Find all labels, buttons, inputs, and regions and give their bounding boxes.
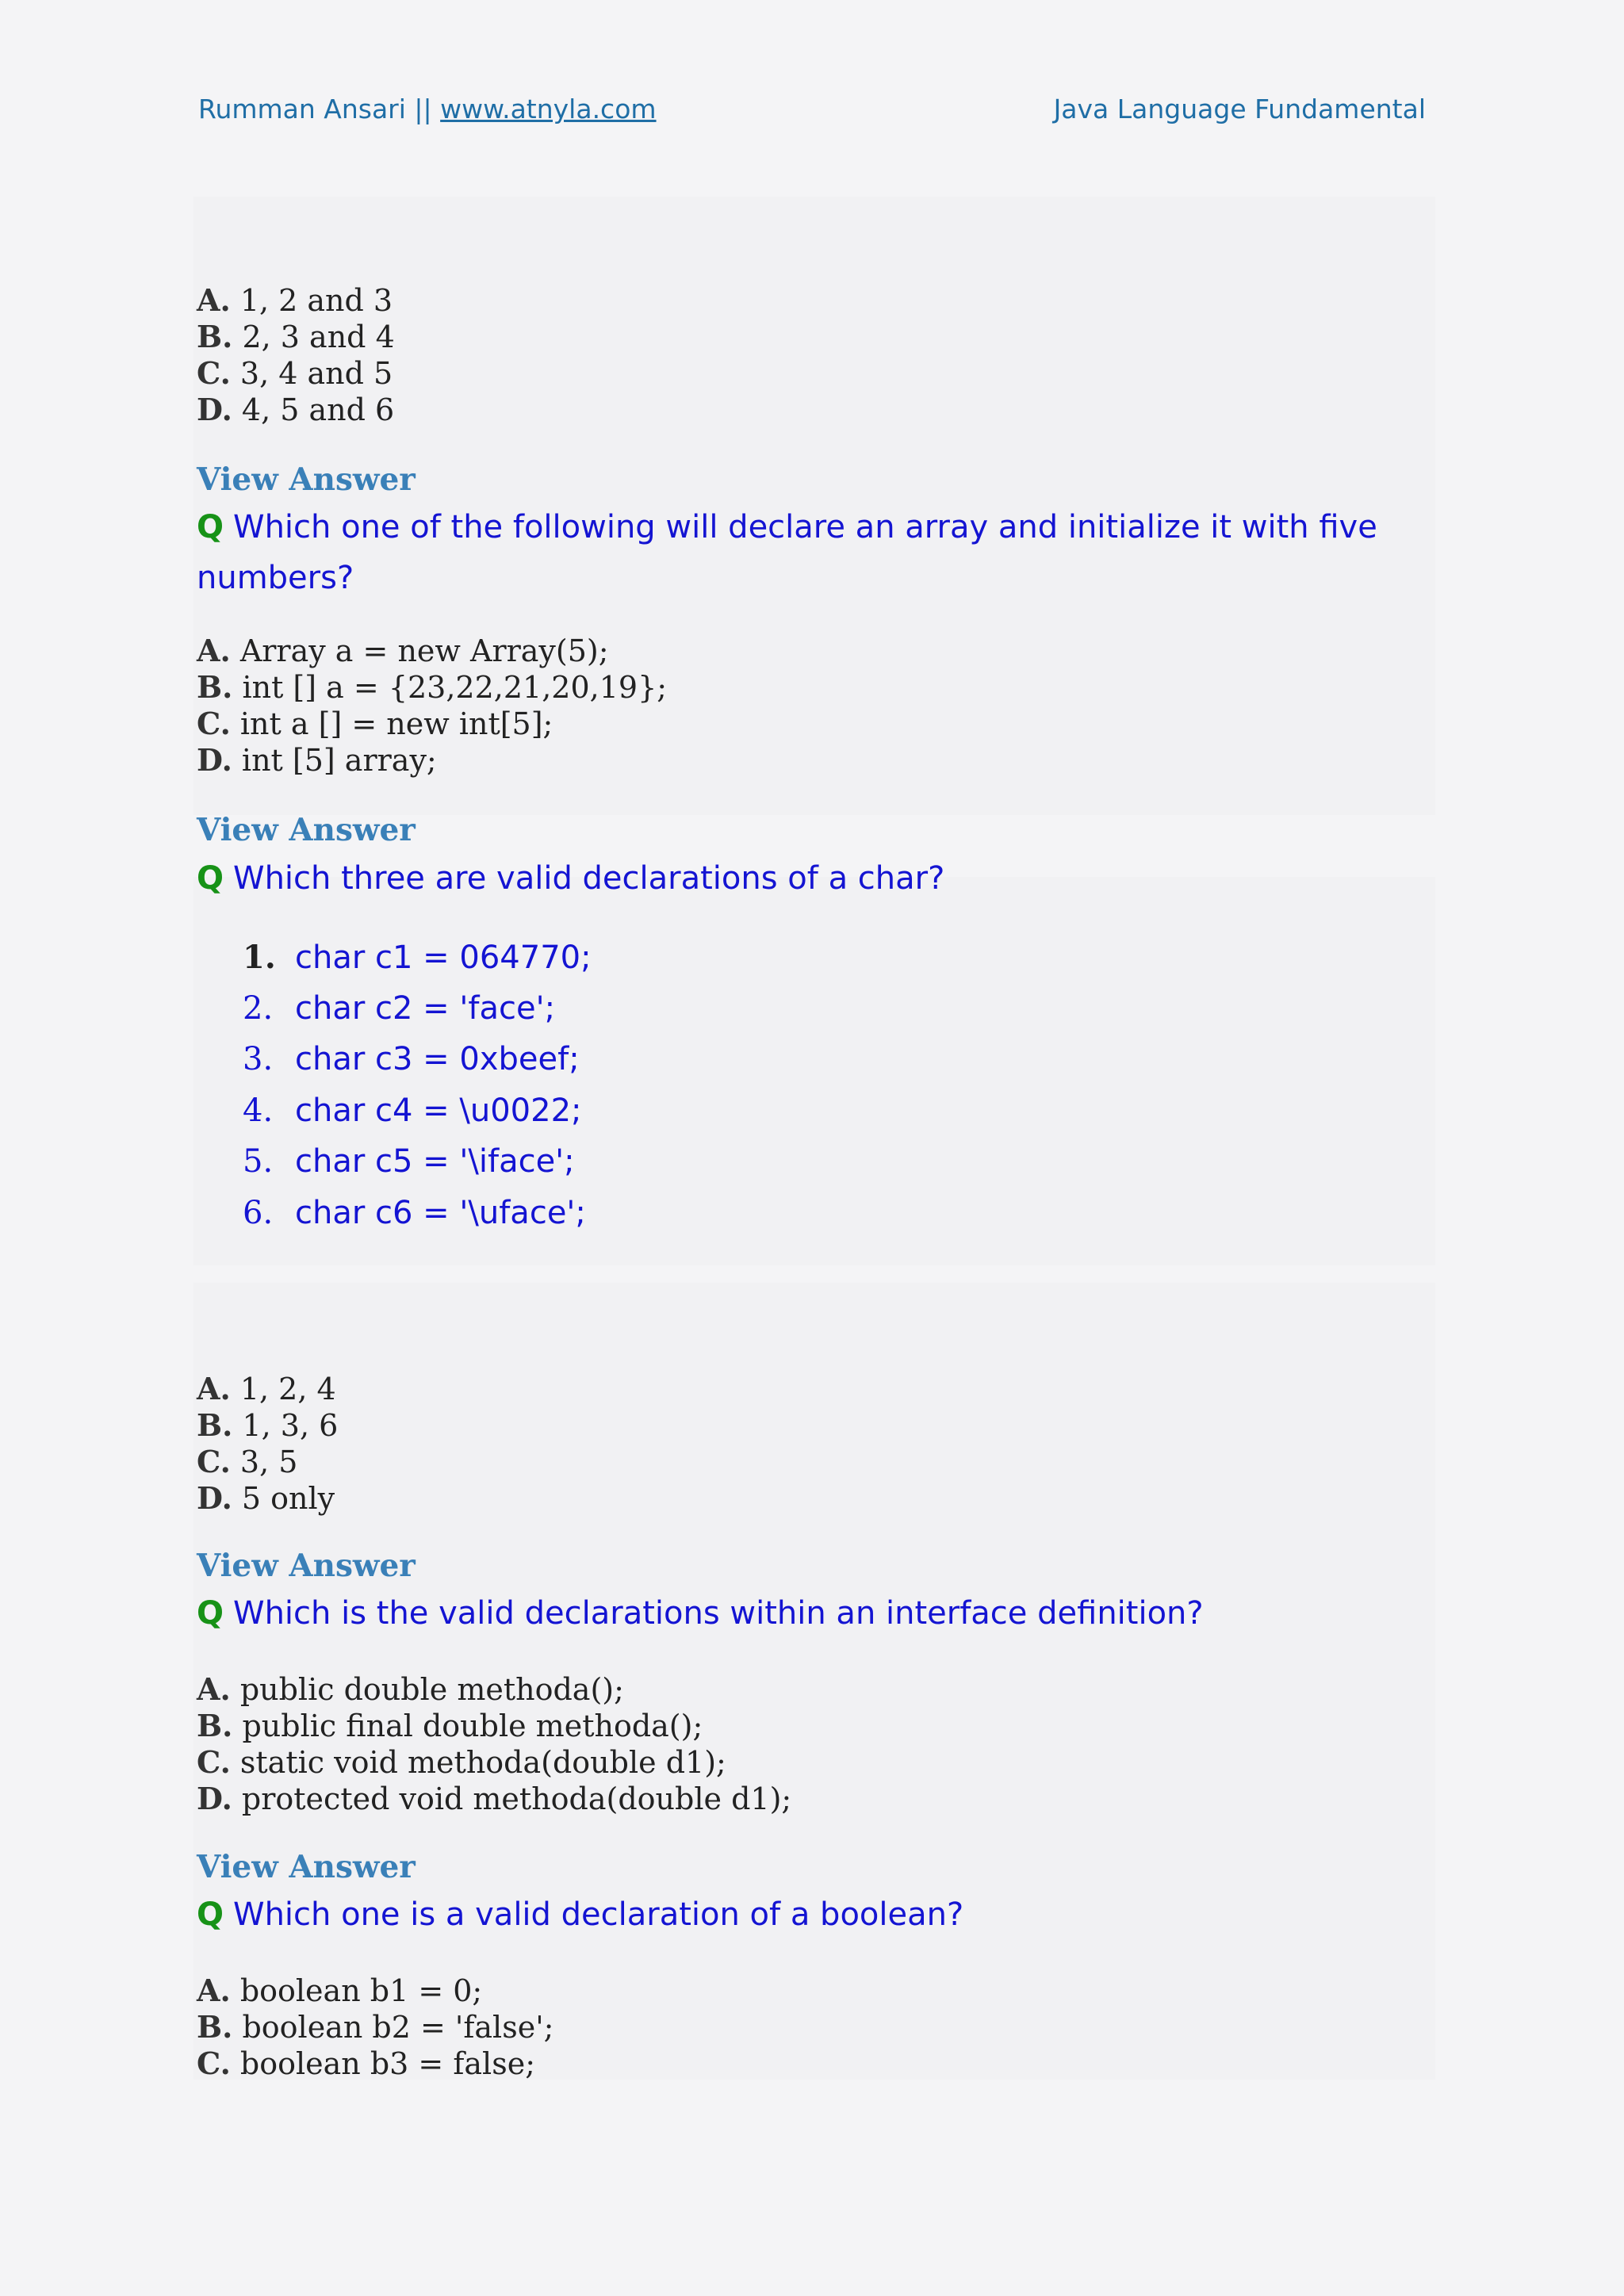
code-line: 3. char c3 = 0xbeef; (243, 1041, 580, 1077)
page-header (198, 94, 1426, 132)
site-link[interactable]: www.atnyla.com (440, 94, 657, 124)
option-b: B. boolean b2 = 'false'; (197, 2009, 554, 2045)
question-5-text: Which one is a valid declaration of a boolean? (233, 1896, 964, 1933)
code-line: 6. char c6 = '\uface'; (243, 1194, 586, 1231)
question-4 (197, 1588, 1434, 1639)
code-line: 2. char c2 = 'face'; (243, 989, 556, 1027)
option-b: B. int [] a = {23,22,21,20,19}; (197, 669, 668, 705)
q-marker: Q (197, 1595, 224, 1632)
question-5 (197, 1889, 1434, 1940)
option-b: B. 2, 3 and 4 (197, 319, 395, 354)
option-d: D. 4, 5 and 6 (197, 392, 395, 427)
question-3-text: Which three are valid declarations of a char? (233, 860, 945, 897)
option-a: A. boolean b1 = 0; (197, 1973, 483, 2008)
header-left (198, 94, 657, 124)
q-marker: Q (197, 1896, 224, 1933)
option-c: C. 3, 5 (197, 1444, 298, 1479)
option-d: D. int [5] array; (197, 742, 437, 778)
option-d: D. 5 only (197, 1480, 335, 1516)
options-list-3 (197, 1371, 338, 1517)
code-line: 4. char c4 = \u0022; (243, 1092, 582, 1129)
option-d: D. protected void methoda(double d1); (197, 1781, 792, 1816)
option-c: C. boolean b3 = false; (197, 2045, 536, 2081)
options-list-4 (197, 1671, 791, 1817)
option-c: C. static void methoda(double d1); (197, 1744, 726, 1780)
option-a: A. Array a = new Array(5); (197, 633, 609, 668)
question-4-text: Which is the valid declarations within an interface definition? (233, 1595, 1204, 1632)
options-list-1 (197, 282, 395, 428)
question-2 (197, 502, 1434, 603)
option-b: B. 1, 3, 6 (197, 1407, 339, 1443)
option-a: A. 1, 2, 4 (197, 1371, 336, 1406)
view-answer-link-1[interactable]: View Answer (197, 461, 416, 498)
view-answer-link-3[interactable]: View Answer (197, 1548, 416, 1584)
view-answer-link-4[interactable]: View Answer (197, 1849, 416, 1885)
option-a: A. public double methoda(); (197, 1671, 624, 1707)
option-a: A. 1, 2 and 3 (197, 282, 393, 318)
q-marker: Q (197, 860, 224, 897)
option-c: C. int a [] = new int[5]; (197, 706, 553, 741)
code-list (243, 939, 592, 1246)
author-name: Rumman Ansari || (198, 94, 441, 124)
code-line: 5. char c5 = '\iface'; (243, 1143, 575, 1180)
question-2-text: Which one of the following will declare an array and initialize it with five numbers? (197, 509, 1377, 596)
option-b: B. public final double methoda(); (197, 1708, 703, 1743)
header-title: Java Language Fundamental (1053, 94, 1426, 124)
options-list-5 (197, 1973, 553, 2082)
question-3 (197, 853, 1434, 904)
code-line: 1. char c1 = 064770; (243, 939, 592, 976)
options-list-2 (197, 633, 667, 779)
option-c: C. 3, 4 and 5 (197, 355, 393, 391)
view-answer-link-2[interactable]: View Answer (197, 812, 416, 848)
q-marker: Q (197, 509, 224, 545)
